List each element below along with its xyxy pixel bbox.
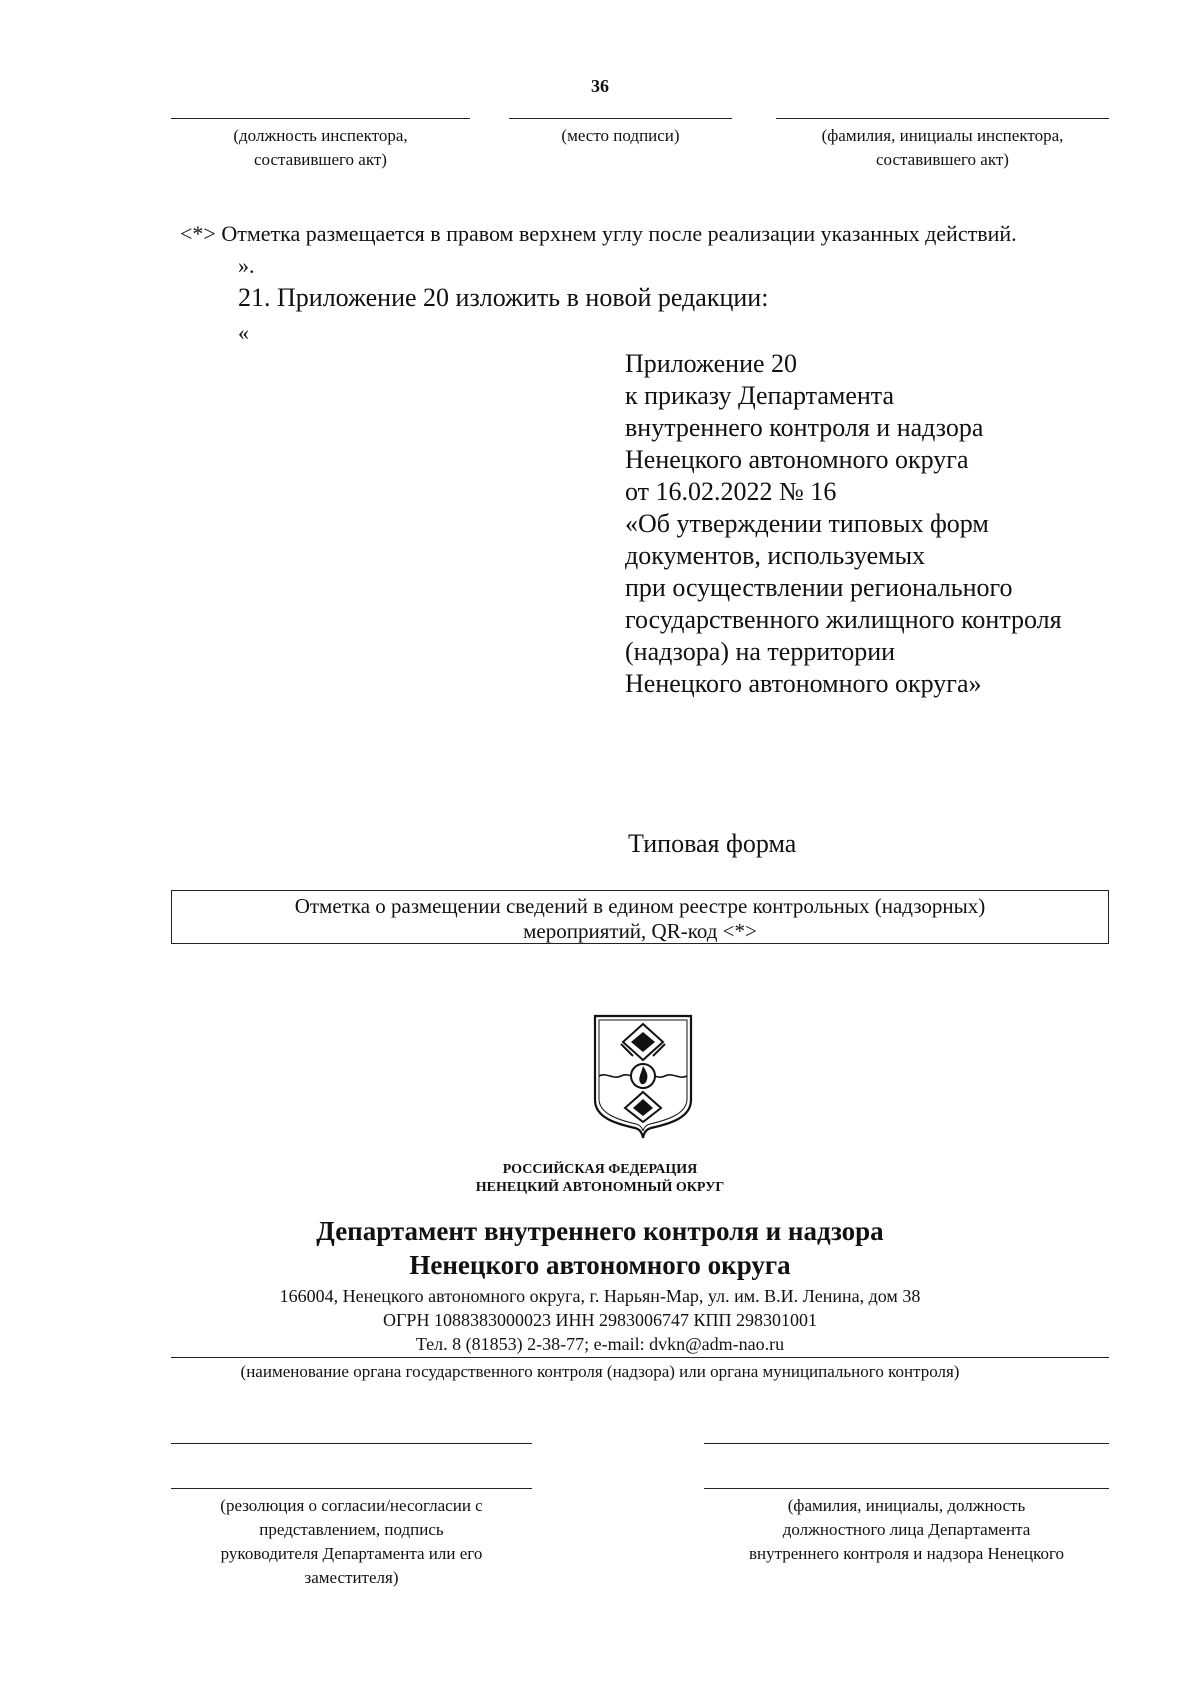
org-caption: (наименование органа государственного контроля (надзора) или органа муниципального контроля) <box>240 1362 960 1381</box>
opening-quote: « <box>238 320 249 345</box>
signature-line-name <box>776 118 1109 119</box>
official-line-1 <box>704 1443 1109 1444</box>
resolution-line-2 <box>171 1488 532 1489</box>
page-number: 36 <box>591 76 609 96</box>
org-name-line1: Департамент внутреннего контроля и надзора <box>316 1216 884 1246</box>
item-21: 21. Приложение 20 изложить в новой редакции: <box>238 283 769 312</box>
resolution-caption: (резолюция о согласии/несогласии с представлением, подпись руководителя Департамента или его заместителя) <box>220 1496 483 1587</box>
resolution-line-1 <box>171 1443 532 1444</box>
org-region: НЕНЕЦКИЙ АВТОНОМНЫЙ ОКРУГ <box>475 1180 725 1195</box>
qr-code-box: Отметка о размещении сведений в едином реестре контрольных (надзорных) мероприятий, QR-код <*> <box>171 890 1109 944</box>
appendix-header: Приложение 20 к приказу Департамента внутреннего контроля и надзора Ненецкого автономного округа от 16.02.2022 № 16 «Об утверждении типовых форм документов, используемых при осуществлении регионального государственного жилищного контроля (надзора) на территории Ненецкого автономного округа» <box>625 349 1062 698</box>
org-registration: ОГРН 1088383000023 ИНН 2983006747 КПП 298301001 <box>383 1310 817 1330</box>
signature-line-position <box>171 118 470 119</box>
official-line-2 <box>704 1488 1109 1489</box>
signature-line-place <box>509 118 732 119</box>
org-country: РОССИЙСКАЯ ФЕДЕРАЦИЯ <box>502 1162 698 1177</box>
org-separator-line <box>171 1357 1109 1358</box>
caption-inspector-position: (должность инспектора, составившего акт) <box>233 126 408 169</box>
coat-of-arms-icon <box>591 1014 695 1142</box>
caption-signature-place: (место подписи) <box>561 126 680 145</box>
org-contacts: Тел. 8 (81853) 2-38-77; e-mail: dvkn@adm-nao.ru <box>415 1334 785 1354</box>
closing-quote: ». <box>238 253 255 278</box>
caption-inspector-name: (фамилия, инициалы инспектора, составившего акт) <box>821 126 1064 169</box>
org-address: 166004, Ненецкого автономного округа, г. Нарьян-Мар, ул. им. В.И. Ленина, дом 38 <box>279 1286 921 1306</box>
footnote: <*> Отметка размещается в правом верхнем углу после реализации указанных действий. <box>180 221 1017 246</box>
org-name-line2: Ненецкого автономного округа <box>409 1250 791 1280</box>
official-caption: (фамилия, инициалы, должность должностного лица Департамента внутреннего контроля и надзора Ненецкого <box>748 1496 1065 1563</box>
form-type: Типовая форма <box>628 829 797 858</box>
